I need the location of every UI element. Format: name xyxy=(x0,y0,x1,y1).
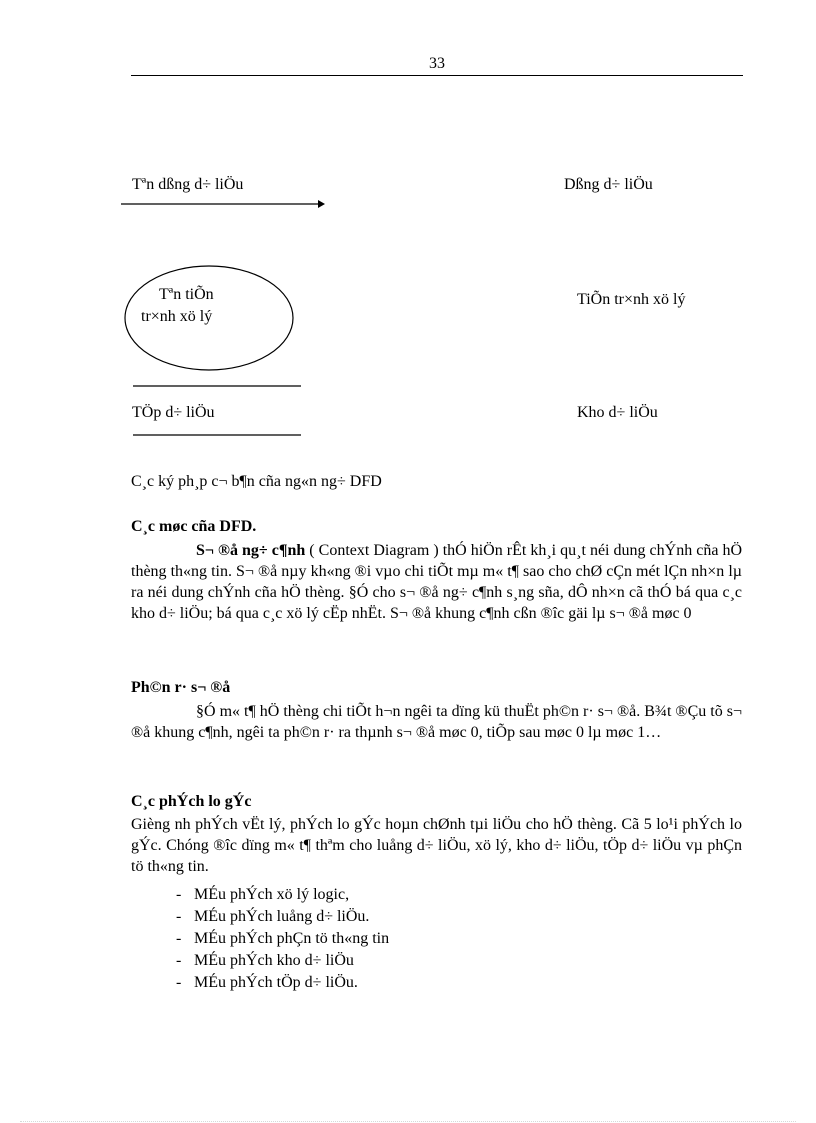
list-item: - MÉu phÝch phÇn tö th«ng tin xyxy=(176,930,390,947)
page-bottom-border xyxy=(20,1121,796,1122)
logical-card-list xyxy=(176,884,389,994)
section-heading-levels: C¸c møc cña DFD. xyxy=(131,518,257,535)
dataflow-name-text: Tªn dßng d÷ liÖu xyxy=(132,176,244,193)
paragraph-context-diagram: S¬ ®å ng÷ c¶nh ( Context Diagram ) thÓ hiÖn rÊt kh¸i qu¸t néi dung chÝnh cña hÖ thèng th«ng tin. S¬ ®å nµy kh«ng ®i vµo chi tiÕt mµ m« t¶ sao cho chØ cÇn mét lÇn nh×n lµ ra néi dung chÝnh cña hÖ thèng. §Ó cho s¬ ®å ng÷ c¶nh s¸ng sña, dÔ nh×n cã thÓ bá qua c¸c kho d÷ liÖu; bá qua c¸c xö lý cËp nhËt. S¬ ®å khung c¶nh cßn ®îc gäi lµ s¬ ®å møc 0 xyxy=(131,542,743,622)
dataflow-arrow xyxy=(121,200,325,208)
process-name-line1: Tªn tiÕn xyxy=(159,286,214,303)
list-item: - MÉu phÝch luång d÷ liÖu. xyxy=(176,908,370,925)
list-item: - MÉu phÝch kho d÷ liÖu xyxy=(176,952,354,969)
list-item: - MÉu phÝch tÖp d÷ liÖu. xyxy=(176,974,358,991)
dataflow-label: Dßng d÷ liÖu xyxy=(564,176,653,193)
datastore-label: Kho d÷ liÖu xyxy=(577,404,658,421)
process-label: TiÕn tr×nh xö lý xyxy=(577,291,686,308)
context-diagram-term: S¬ ®å ng÷ c¶nh xyxy=(196,542,306,559)
paragraph-decomposition: §Ó m« t¶ hÖ thèng chi tiÕt h¬n ngêi ta dïng kü thuËt ph©n r· s¬ ®å. B¾t ®Çu tõ s¬ ®å khung c¶nh, ngêi ta ph©n r· ra thµnh s¬ ®å møc 0, tiÕp sau møc 0 lµ møc 1… xyxy=(131,703,742,741)
datastore-name-text: TÖp d÷ liÖu xyxy=(132,404,215,421)
list-item: - MÉu phÝch xö lý logic, xyxy=(176,886,350,903)
section-heading-logical-cards: C¸c phÝch lo gÝc xyxy=(131,793,252,810)
figure-caption: C¸c ký ph¸p c¬ b¶n cña ng«n ng÷ DFD xyxy=(131,473,382,490)
section-heading-decomposition: Ph©n r· s¬ ®å xyxy=(131,679,231,696)
paragraph-logical-cards: Gièng nh phÝch vËt lý, phÝch lo gÝc hoµn chØnh tµi liÖu cho hÖ thèng. Cã 5 lo¹i phÝch lo gÝc. Chóng ®îc dïng m« t¶ thªm cho luång d÷ liÖu, xö lý, kho d÷ liÖu, tÖp d÷ liÖu vµ phÇn tö th«ng tin. xyxy=(131,816,742,875)
page-number: 33 xyxy=(429,55,445,72)
process-name-line2: tr×nh xö lý xyxy=(141,308,213,325)
